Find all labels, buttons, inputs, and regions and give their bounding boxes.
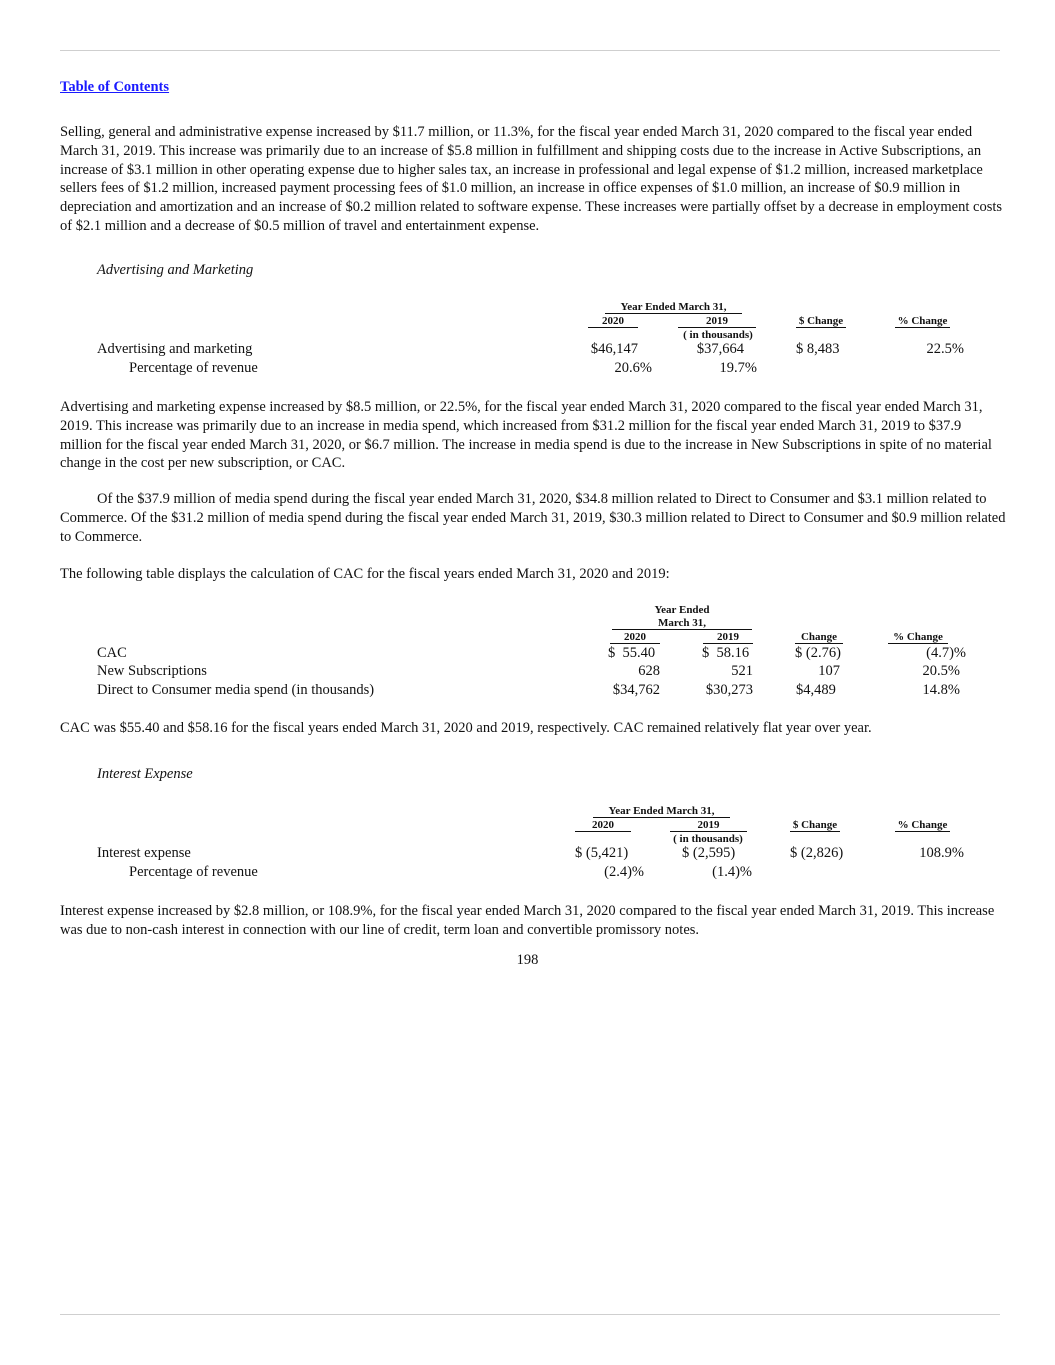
interest-row-label: Interest expense: [97, 845, 191, 861]
media-spend-2020: $34,762: [612, 682, 660, 698]
cac-row-2019: $ 58.16: [702, 645, 750, 661]
adv-row-2019: $37,664: [696, 341, 744, 357]
cac-intro-paragraph: The following table displays the calculation of CAC for the fiscal years ended March 31, 2020 and 2019:: [60, 566, 670, 582]
table-of-contents-link[interactable]: Table of Contents: [60, 79, 170, 95]
adv-col-pct: % Change: [895, 315, 950, 328]
cac-march-header: March 31,: [612, 617, 752, 630]
adv-pct-rev-2019: 19.7%: [719, 360, 757, 376]
int-year-ended-header: Year Ended March 31,: [593, 805, 730, 818]
cac-row-pct: (4.7)%: [926, 645, 966, 661]
new-subs-pct: 20.5%: [922, 663, 960, 679]
cac-row-label: CAC: [97, 645, 127, 661]
int-col-2019: 2019: [670, 819, 747, 832]
media-spend-2019: $30,273: [705, 682, 753, 698]
adv-row-pct: 22.5%: [926, 341, 964, 357]
cac-col-2020: 2020: [610, 631, 660, 644]
cac-col-2019: 2019: [703, 631, 753, 644]
adv-col-change: $ Change: [796, 315, 846, 328]
interest-row-2020: $ (5,421): [575, 845, 629, 861]
media-spend-change: $4,489: [796, 682, 836, 698]
new-subs-2019: 521: [731, 663, 753, 679]
sga-paragraph: Selling, general and administrative expense increased by $11.7 million, or 11.3%, for the fiscal year ended March 31, 2020 compared to the fiscal year ended March 31, 2019. This increase was primarily due to an increase of $5.8 million in fulfillment and shipping costs due to the increase in Active Subscriptions, an increase of $3.1 million in other operating expense due to higher sales tax, an increase in professional and legal expense of $1.2 million, increased marketplace sellers fees of $1.2 million, increased payment processing fees of $1.0 million, an increase in office expenses of $1.0 million, an increase of $0.9 million in depreciation and amortization and an increase of $0.2 million related to software expense. These increases were partially offset by a decrease in employment costs of $2.1 million and a decrease of $0.5 million of travel and entertainment expense.: [60, 124, 1003, 234]
adv-year-ended-header: Year Ended March 31,: [605, 301, 742, 314]
new-subs-2020: 628: [638, 663, 660, 679]
adv-col-2019: 2019: [678, 315, 756, 328]
interest-row-pct: 108.9%: [919, 845, 964, 861]
adv-row-change: $ 8,483: [796, 341, 840, 357]
advertising-paragraph-1: Advertising and marketing expense increased by $8.5 million, or 22.5%, for the fiscal year ended March 31, 2020 compared to the fiscal year ended March 31, 2019. This increase was primarily due to an increase in media spend, which increased from $31.2 million for the fiscal year ended March 31, 2019 to $37.9 million for the fiscal year ended March 31, 2020, or $6.7 million. The increase in media spend is due to the increase in New Subscriptions in spite of no material change in the cost per new subscription, or CAC.: [60, 399, 992, 472]
media-spend-label: Direct to Consumer media spend (in thousands): [97, 682, 375, 698]
int-col-change: $ Change: [790, 819, 840, 832]
interest-heading: Interest Expense: [97, 766, 193, 782]
int-pct-rev-label: Percentage of revenue: [129, 864, 258, 880]
int-units-label: ( in thousands): [673, 833, 743, 845]
cac-row-2020: $ 55.40: [608, 645, 656, 661]
advertising-heading: Advertising and Marketing: [97, 262, 254, 278]
advertising-paragraph-2: Of the $37.9 million of media spend during the fiscal year ended March 31, 2020, $34.8 million related to Direct to Consumer and $3.1 million related to Commerce. Of the $31.2 million of media spend during the fiscal year ended March 31, 2019, $30.3 million related to Direct to Consumer and $0.9 million related to Commerce.: [60, 491, 1006, 545]
int-col-2020: 2020: [575, 819, 631, 832]
cac-col-change: Change: [795, 631, 843, 644]
top-divider: [60, 50, 1000, 51]
media-spend-pct: 14.8%: [922, 682, 960, 698]
bottom-divider: [60, 1314, 1000, 1315]
adv-row-label: Advertising and marketing: [97, 341, 253, 357]
page-number: 198: [516, 952, 539, 968]
cac-col-pct: % Change: [888, 631, 948, 644]
interest-row-2019: $ (2,595): [682, 845, 736, 861]
interest-paragraph: Interest expense increased by $2.8 million, or 108.9%, for the fiscal year ended March 31, 2020 compared to the fiscal year ended March 31, 2019. This increase was due to non-cash interest in connection with our line of credit, term loan and convertible promissory notes.: [60, 903, 995, 938]
cac-row-change: $ (2.76): [795, 645, 841, 661]
int-col-pct: % Change: [895, 819, 950, 832]
adv-col-2020: 2020: [588, 315, 638, 328]
adv-pct-rev-2020: 20.6%: [614, 360, 652, 376]
cac-year-ended-header: Year Ended: [654, 604, 710, 616]
adv-row-2020: $46,147: [590, 341, 638, 357]
int-pct-rev-2019: (1.4)%: [712, 864, 752, 880]
new-subs-label: New Subscriptions: [97, 663, 207, 679]
new-subs-change: 107: [818, 663, 840, 679]
cac-summary-paragraph: CAC was $55.40 and $58.16 for the fiscal years ended March 31, 2020 and 2019, respectively. CAC remained relatively flat year over year.: [60, 720, 872, 736]
interest-row-change: $ (2,826): [790, 845, 844, 861]
int-pct-rev-2020: (2.4)%: [604, 864, 644, 880]
adv-units-label: ( in thousands): [683, 329, 753, 341]
adv-pct-rev-label: Percentage of revenue: [129, 360, 258, 376]
